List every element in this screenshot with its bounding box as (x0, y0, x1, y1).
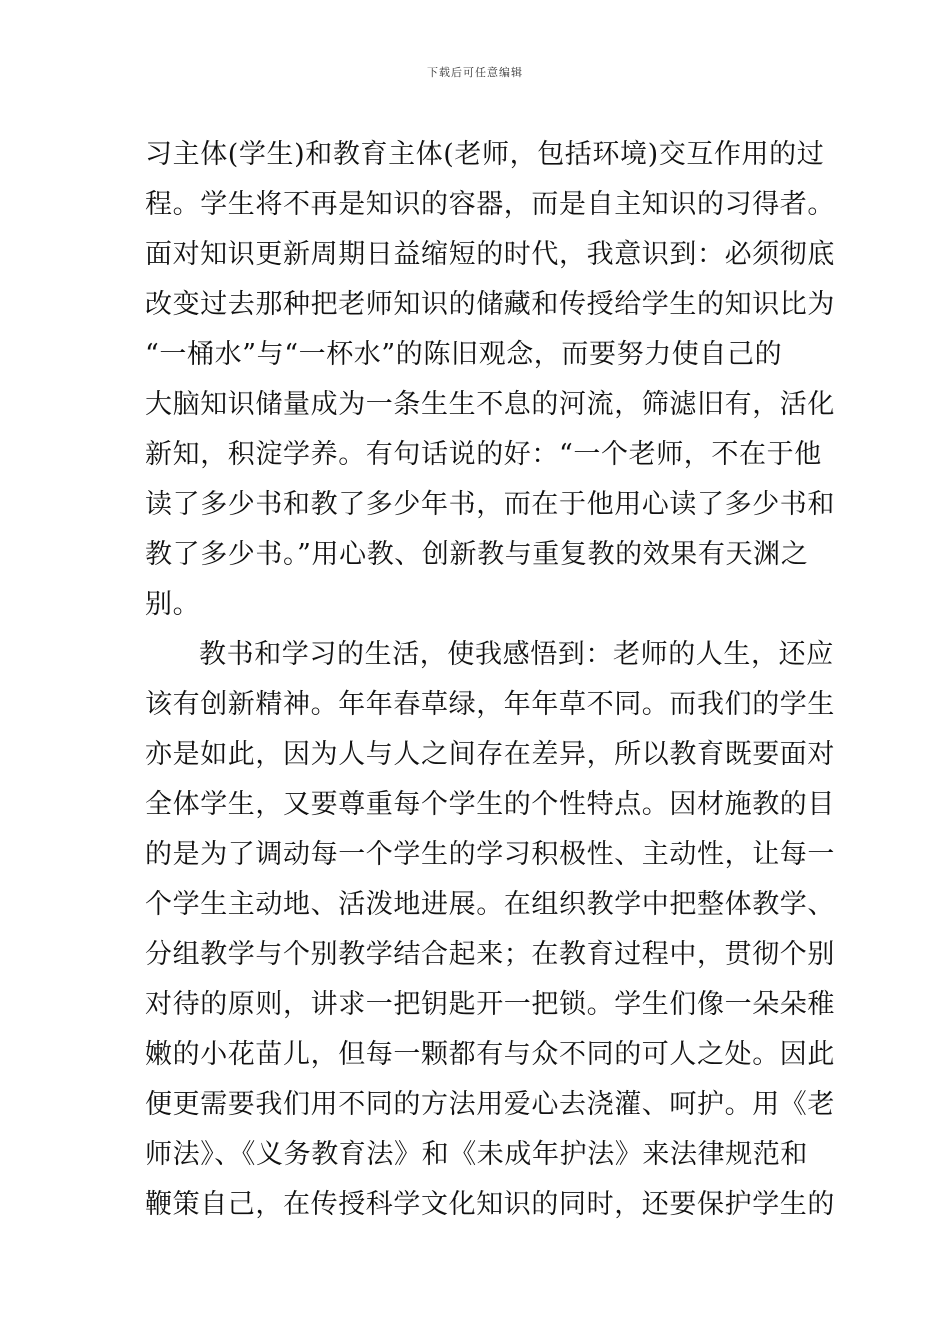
page-header: 下载后可任意编辑 (427, 66, 523, 79)
text-line: 师法》、《义务教育法》和《未成年护法》来法律规范和 (145, 1139, 808, 1170)
text-line: 个学生主动地、活泼地进展。在组织教学中把整体教学、 (145, 889, 835, 920)
text-line: 别。 (145, 589, 201, 620)
text-line: 的是为了调动每一个学生的学习积极性、主动性，让每一 (145, 839, 835, 870)
text-line: “一桶水”与“一杯水”的陈旧观念，而要努力使自己的 (145, 339, 783, 370)
text-line: 该有创新精神。年年春草绿，年年草不同。而我们的学生 (145, 689, 835, 720)
text-line: 习主体(学生)和教育主体(老师，包括环境)交互作用的过 (145, 139, 825, 170)
text-line: 鞭策自己，在传授科学文化知识的同时，还要保护学生的 (145, 1189, 835, 1220)
text-line: 教了多少书。”用心教、创新教与重复教的效果有天渊之 (145, 539, 809, 570)
text-line: 便更需要我们用不同的方法用爱心去浇灌、呵护。用《老 (145, 1089, 835, 1120)
text-line: 嫩的小花苗儿，但每一颗都有与众不同的可人之处。因此 (145, 1039, 835, 1070)
text-line: 对待的原则，讲求一把钥匙开一把锁。学生们像一朵朵稚 (145, 989, 835, 1020)
text-line: 全体学生，又要尊重每个学生的个性特点。因材施教的目 (145, 789, 835, 820)
text-line: 面对知识更新周期日益缩短的时代，我意识到：必须彻底 (145, 239, 835, 270)
text-line: 大脑知识储量成为一条生生不息的河流，筛滤旧有，活化 (145, 389, 835, 420)
paragraph-first-line: 教书和学习的生活，使我感悟到：老师的人生，还应 (199, 639, 834, 670)
text-line: 亦是如此，因为人与人之间存在差异，所以教育既要面对 (145, 739, 835, 770)
text-line: 程。学生将不再是知识的容器，而是自主知识的习得者。 (145, 189, 835, 220)
text-line: 改变过去那种把老师知识的储藏和传授给学生的知识比为 (145, 289, 835, 320)
text-line: 分组教学与个别教学结合起来；在教育过程中，贯彻个别 (145, 939, 835, 970)
document-body (145, 130, 835, 1230)
text-line: 新知，积淀学养。有句话说的好：“一个老师，不在于他 (145, 439, 822, 470)
text-line: 读了多少书和教了多少年书，而在于他用心读了多少书和 (145, 489, 835, 520)
